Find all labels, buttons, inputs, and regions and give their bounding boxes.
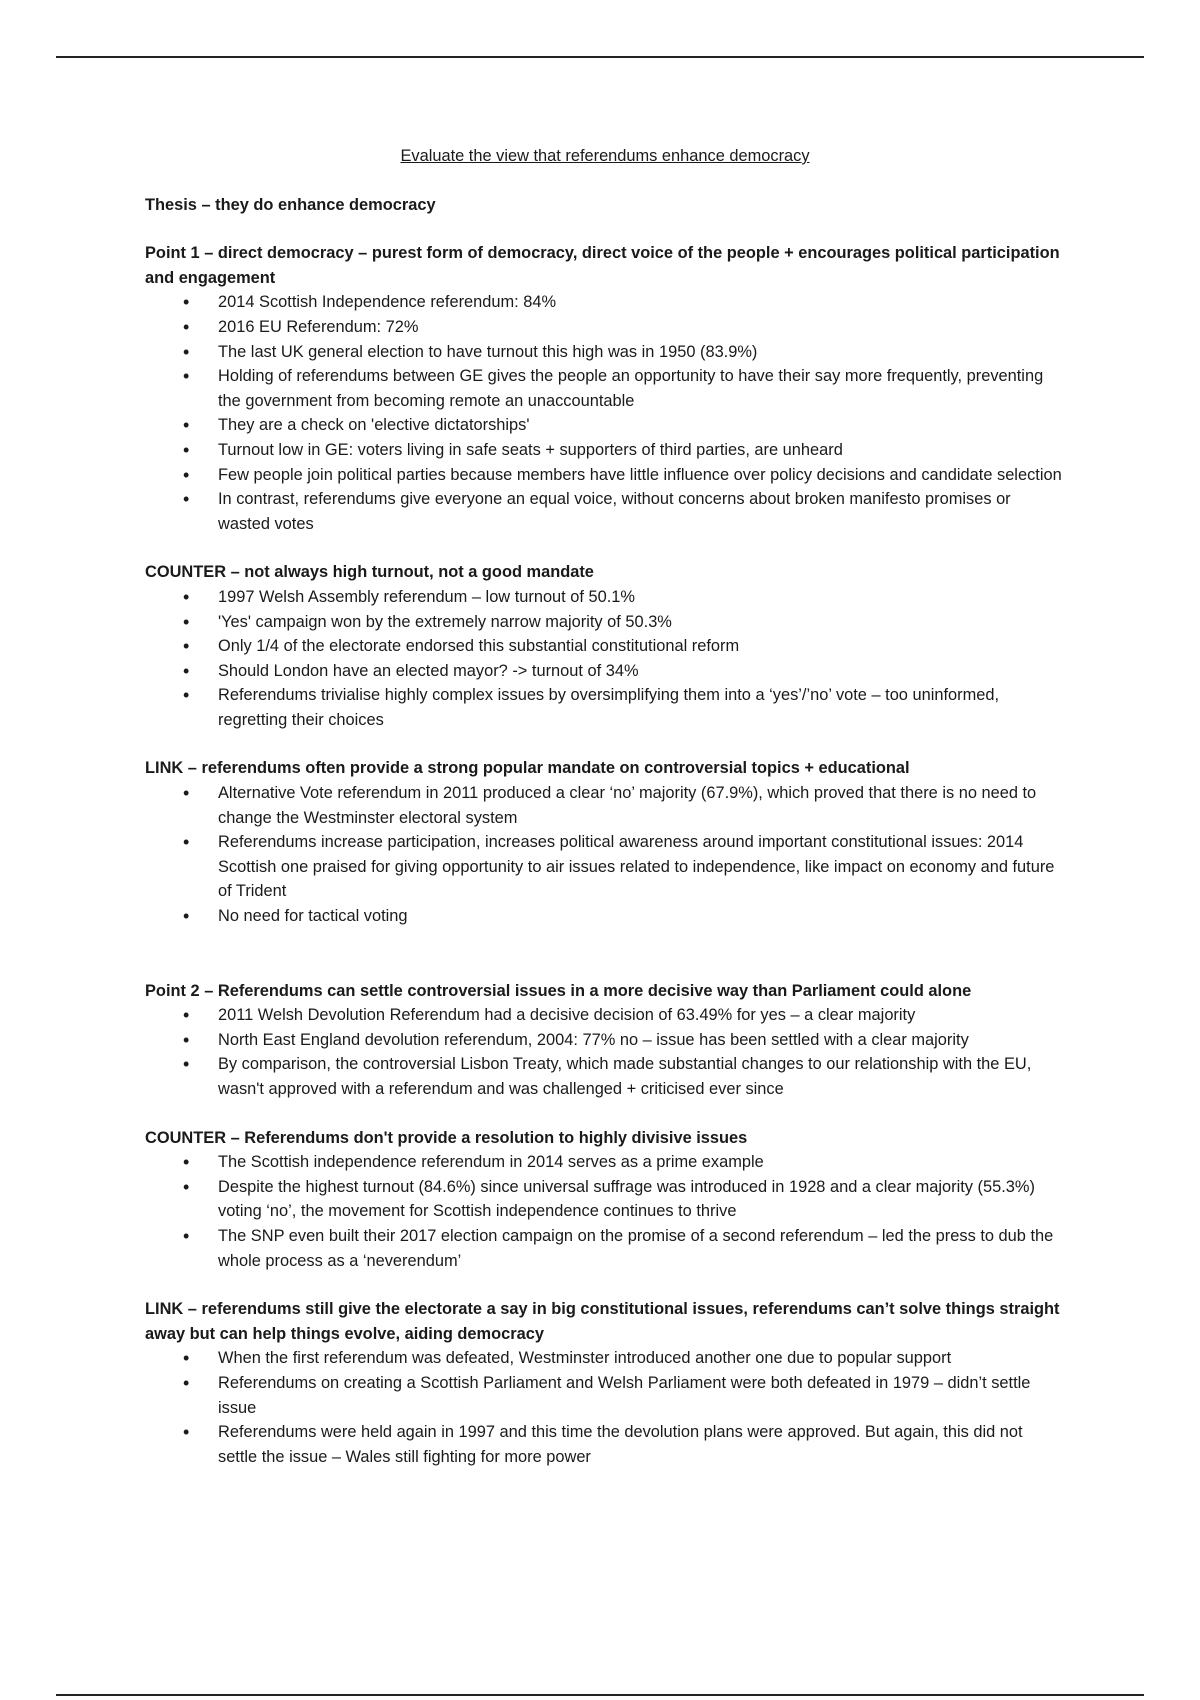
list-item: • 2016 EU Referendum: 72% [145, 315, 1065, 340]
list-item: • In contrast, referendums give everyone an equal voice, without concerns about broken manifesto promises or wasted votes [145, 487, 1065, 536]
bullet-list-link-1 [145, 781, 1065, 929]
list-item: • By comparison, the controversial Lisbon Treaty, which made substantial changes to our relationship with the EU, wasn't approved with a referendum and was challenged + criticised ever since [145, 1052, 1065, 1101]
section-heading-link-1: LINK – referendums often provide a strong popular mandate on controversial topics + educational [145, 759, 910, 778]
list-item: • 'Yes' campaign won by the extremely narrow majority of 50.3% [145, 610, 1065, 635]
list-item: • 2014 Scottish Independence referendum: 84% [145, 290, 1065, 315]
list-item: • Few people join political parties because members have little influence over policy decisions and candidate selection [145, 463, 1065, 488]
section-heading-link-2: LINK – referendums still give the electorate a say in big constitutional issues, referendums can’t solve things straight away but can help things evolve, aiding democracy [145, 1300, 1060, 1343]
section-heading-point-1: Point 1 – direct democracy – purest form of democracy, direct voice of the people + encourages political participation and engagement [145, 244, 1060, 287]
list-item: • Alternative Vote referendum in 2011 produced a clear ‘no’ majority (67.9%), which proved that there is no need to change the Westminster electoral system [145, 781, 1065, 830]
spacer [145, 929, 1065, 979]
top-border-line [56, 56, 1144, 58]
list-item: • 1997 Welsh Assembly referendum – low turnout of 50.1% [145, 585, 1065, 610]
spacer [145, 1102, 1065, 1126]
spacer [145, 536, 1065, 560]
list-item: • North East England devolution referendum, 2004: 77% no – issue has been settled with a clear majority [145, 1028, 1065, 1053]
list-item: • No need for tactical voting [145, 904, 1065, 929]
section-heading-counter-1: COUNTER – not always high turnout, not a good mandate [145, 563, 594, 582]
section-heading-point-2: Point 2 – Referendums can settle controversial issues in a more decisive way than Parliament could alone [145, 981, 972, 1000]
section-heading-counter-2: COUNTER – Referendums don't provide a resolution to highly divisive issues [145, 1128, 748, 1147]
list-item: • Only 1/4 of the electorate endorsed this substantial constitutional reform [145, 634, 1065, 659]
list-item: • Referendums were held again in 1997 and this time the devolution plans were approved. But again, this did not settle the issue – Wales still fighting for more power [145, 1420, 1065, 1469]
list-item: • 2011 Welsh Devolution Referendum had a decisive decision of 63.49% for yes – a clear majority [145, 1003, 1065, 1028]
bullet-list-point-1 [145, 290, 1065, 536]
list-item: • Referendums on creating a Scottish Parliament and Welsh Parliament were both defeated in 1979 – didn’t settle issue [145, 1371, 1065, 1420]
list-item: • The SNP even built their 2017 election campaign on the promise of a second referendum – led the press to dub the whole process as a ‘neverendum’ [145, 1224, 1065, 1273]
spacer [145, 1273, 1065, 1297]
list-item: • Holding of referendums between GE gives the people an opportunity to have their say more frequently, preventing the government from becoming remote an unaccountable [145, 364, 1065, 413]
thesis-heading: Thesis – they do enhance democracy [145, 195, 436, 214]
list-item: • When the first referendum was defeated, Westminster introduced another one due to popular support [145, 1346, 1065, 1371]
bullet-list-counter-1 [145, 585, 1065, 733]
list-item: • Referendums increase participation, increases political awareness around important constitutional issues: 2014 Scottish one praised for giving opportunity to air issues related to independence, like impact on economy and future of Trident [145, 830, 1065, 904]
list-item: • Referendums trivialise highly complex issues by oversimplifying them into a ‘yes’/’no’ vote – too uninformed, regretting their choices [145, 683, 1065, 732]
list-item: • The last UK general election to have turnout this high was in 1950 (83.9%) [145, 340, 1065, 365]
list-item: • Despite the highest turnout (84.6%) since universal suffrage was introduced in 1928 and a clear majority (55.3%) voting ‘no’, the movement for Scottish independence continues to thrive [145, 1175, 1065, 1224]
bullet-list-counter-2 [145, 1150, 1065, 1273]
list-item: • The Scottish independence referendum in 2014 serves as a prime example [145, 1150, 1065, 1175]
list-item: • Should London have an elected mayor? -> turnout of 34% [145, 659, 1065, 684]
bullet-list-point-2 [145, 1003, 1065, 1101]
document-body [145, 144, 1065, 1469]
list-item: • Turnout low in GE: voters living in safe seats + supporters of third parties, are unheard [145, 438, 1065, 463]
spacer [145, 732, 1065, 756]
bullet-list-link-2 [145, 1346, 1065, 1469]
document-title: Evaluate the view that referendums enhance democracy [400, 147, 810, 165]
list-item: • They are a check on 'elective dictatorships' [145, 413, 1065, 438]
bottom-border-line [56, 1694, 1144, 1696]
